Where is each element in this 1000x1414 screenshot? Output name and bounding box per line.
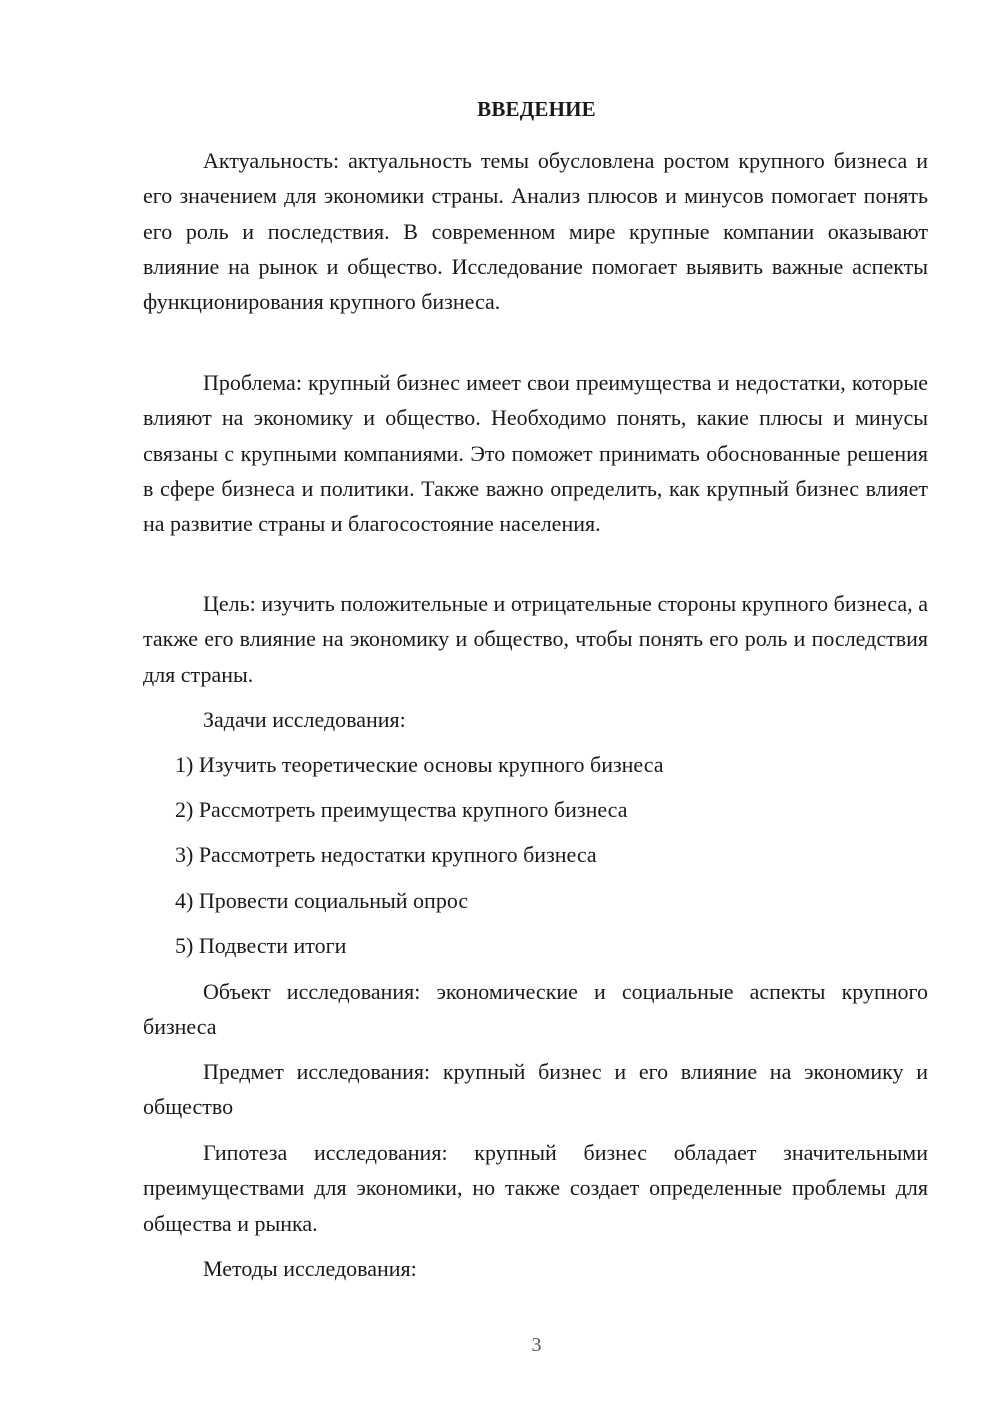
paragraph-methods: Методы исследования: — [203, 1256, 417, 1281]
paragraph-goal: Цель: изучить положительные и отрицательные стороны крупного бизнеса, а также его влияние на экономику и общество, чтобы понять его роль и последствия для страны. — [143, 591, 928, 687]
paragraph-problem: Проблема: крупный бизнес имеет свои преимущества и недостатки, которые влияют на экономику и общество. Необходимо понять, какие плюсы и минусы связаны с крупными компаниями. Это поможет принимать обоснованные решения в сфере бизнеса и политики. Также важно определить, как крупный бизнес влияет на развитие страны и благосостояние населения. — [143, 370, 928, 537]
task-list-item: 4) Провести социальный опрос — [175, 888, 469, 913]
tasks-heading: Задачи исследования: — [203, 707, 406, 732]
paragraph-object: Объект исследования: экономические и социальные аспекты крупного бизнеса — [143, 979, 928, 1040]
task-list-item: 3) Рассмотреть недостатки крупного бизнеса — [175, 842, 597, 867]
task-list-item: 1) Изучить теоретические основы крупного бизнеса — [175, 752, 664, 777]
paragraph-hypothesis: Гипотеза исследования: крупный бизнес обладает значительными преимуществами для экономики, но также создает определенные проблемы для общества и рынка. — [143, 1140, 928, 1236]
page-number: 3 — [531, 1334, 542, 1356]
paragraph-relevance: Актуальность: актуальность темы обусловлена ростом крупного бизнеса и его значением для экономики страны. Анализ плюсов и минусов помогает понять его роль и последствия. В современном мире крупные компании оказывают влияние на рынок и общество. Исследование помогает выявить важные аспекты функционирования крупного бизнеса. — [143, 148, 928, 315]
task-list-item: 5) Подвести итоги — [175, 933, 347, 958]
paragraph-subject: Предмет исследования: крупный бизнес и его влияние на экономику и общество — [143, 1059, 928, 1120]
page-title: ВВЕДЕНИЕ — [477, 97, 596, 121]
task-list-item: 2) Рассмотреть преимущества крупного бизнеса — [175, 797, 628, 822]
